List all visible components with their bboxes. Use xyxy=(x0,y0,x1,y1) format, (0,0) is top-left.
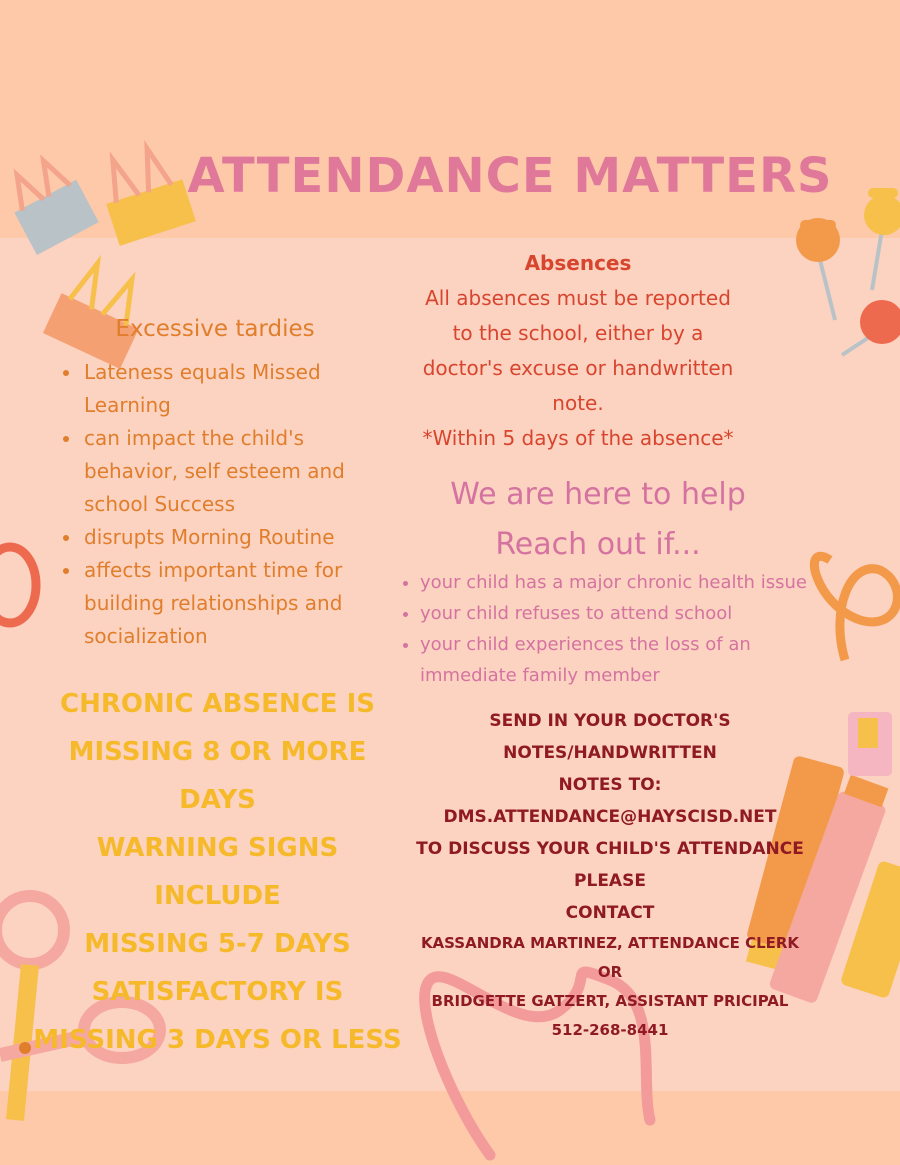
contact-person: BRIDGETTE GATZERT, ASSISTANT PRICIPAL xyxy=(431,992,789,1010)
tardies-list xyxy=(48,356,402,653)
chronic-absence-block xyxy=(30,680,405,1064)
email-link[interactable]: DMS.ATTENDANCE@HAYSCISD.NET xyxy=(443,807,777,827)
absences-block xyxy=(400,246,756,456)
chronic-line: WARNING SIGNS INCLUDE xyxy=(96,833,339,911)
list-item: • your child refuses to attend school xyxy=(420,598,850,629)
discuss-line: CONTACT xyxy=(565,903,655,923)
phone-number[interactable]: 512-268-8441 xyxy=(551,1021,669,1039)
absences-heading: Absences xyxy=(524,251,632,275)
send-line: NOTES TO: xyxy=(558,775,662,795)
page-title: ATTENDANCE MATTERS xyxy=(187,148,833,204)
help-list xyxy=(390,567,850,691)
absences-note: *Within 5 days of the absence* xyxy=(422,426,734,450)
list-item: • Lateness equals Missed Learning xyxy=(82,356,402,422)
chronic-line: SATISFACTORY IS xyxy=(91,977,344,1007)
chronic-line: MISSING 8 OR MORE DAYS xyxy=(68,737,367,815)
chronic-line: CHRONIC ABSENCE IS xyxy=(59,689,375,719)
list-item: • your child has a major chronic health issue xyxy=(420,567,850,598)
list-item: • can impact the child's behavior, self esteem and school Success xyxy=(82,422,402,521)
list-item: • disrupts Morning Routine xyxy=(82,521,402,554)
list-item: • affects important time for building relationships and socialization xyxy=(82,554,402,653)
chronic-line: MISSING 3 DAYS OR LESS xyxy=(33,1025,402,1055)
rubber-band-icon xyxy=(0,547,36,623)
binder-clip-icon xyxy=(43,255,156,369)
help-line: We are here to help xyxy=(450,477,746,512)
contact-block xyxy=(385,705,835,1045)
help-line: Reach out if... xyxy=(495,527,701,562)
absences-line: All absences must be reported xyxy=(425,286,731,310)
discuss-line: TO DISCUSS YOUR CHILD'S ATTENDANCE PLEASE xyxy=(416,839,804,891)
absences-line: doctor's excuse or handwritten xyxy=(422,356,734,380)
tardies-heading: Excessive tardies xyxy=(115,316,315,342)
send-line: SEND IN YOUR DOCTOR'S NOTES/HANDWRITTEN xyxy=(489,711,731,763)
help-heading xyxy=(420,470,776,570)
contact-person: KASSANDRA MARTINEZ, ATTENDANCE CLERK xyxy=(420,934,800,952)
absences-line: to the school, either by a xyxy=(452,321,704,345)
contact-or: OR xyxy=(597,963,623,981)
push-pin-icon xyxy=(796,218,840,320)
list-item: • your child experiences the loss of an immediate family member xyxy=(420,629,850,691)
absences-line: note. xyxy=(552,391,604,415)
push-pin-icon xyxy=(842,300,900,355)
marker-cap-icon xyxy=(848,712,892,776)
chronic-line: MISSING 5-7 DAYS xyxy=(84,929,351,959)
